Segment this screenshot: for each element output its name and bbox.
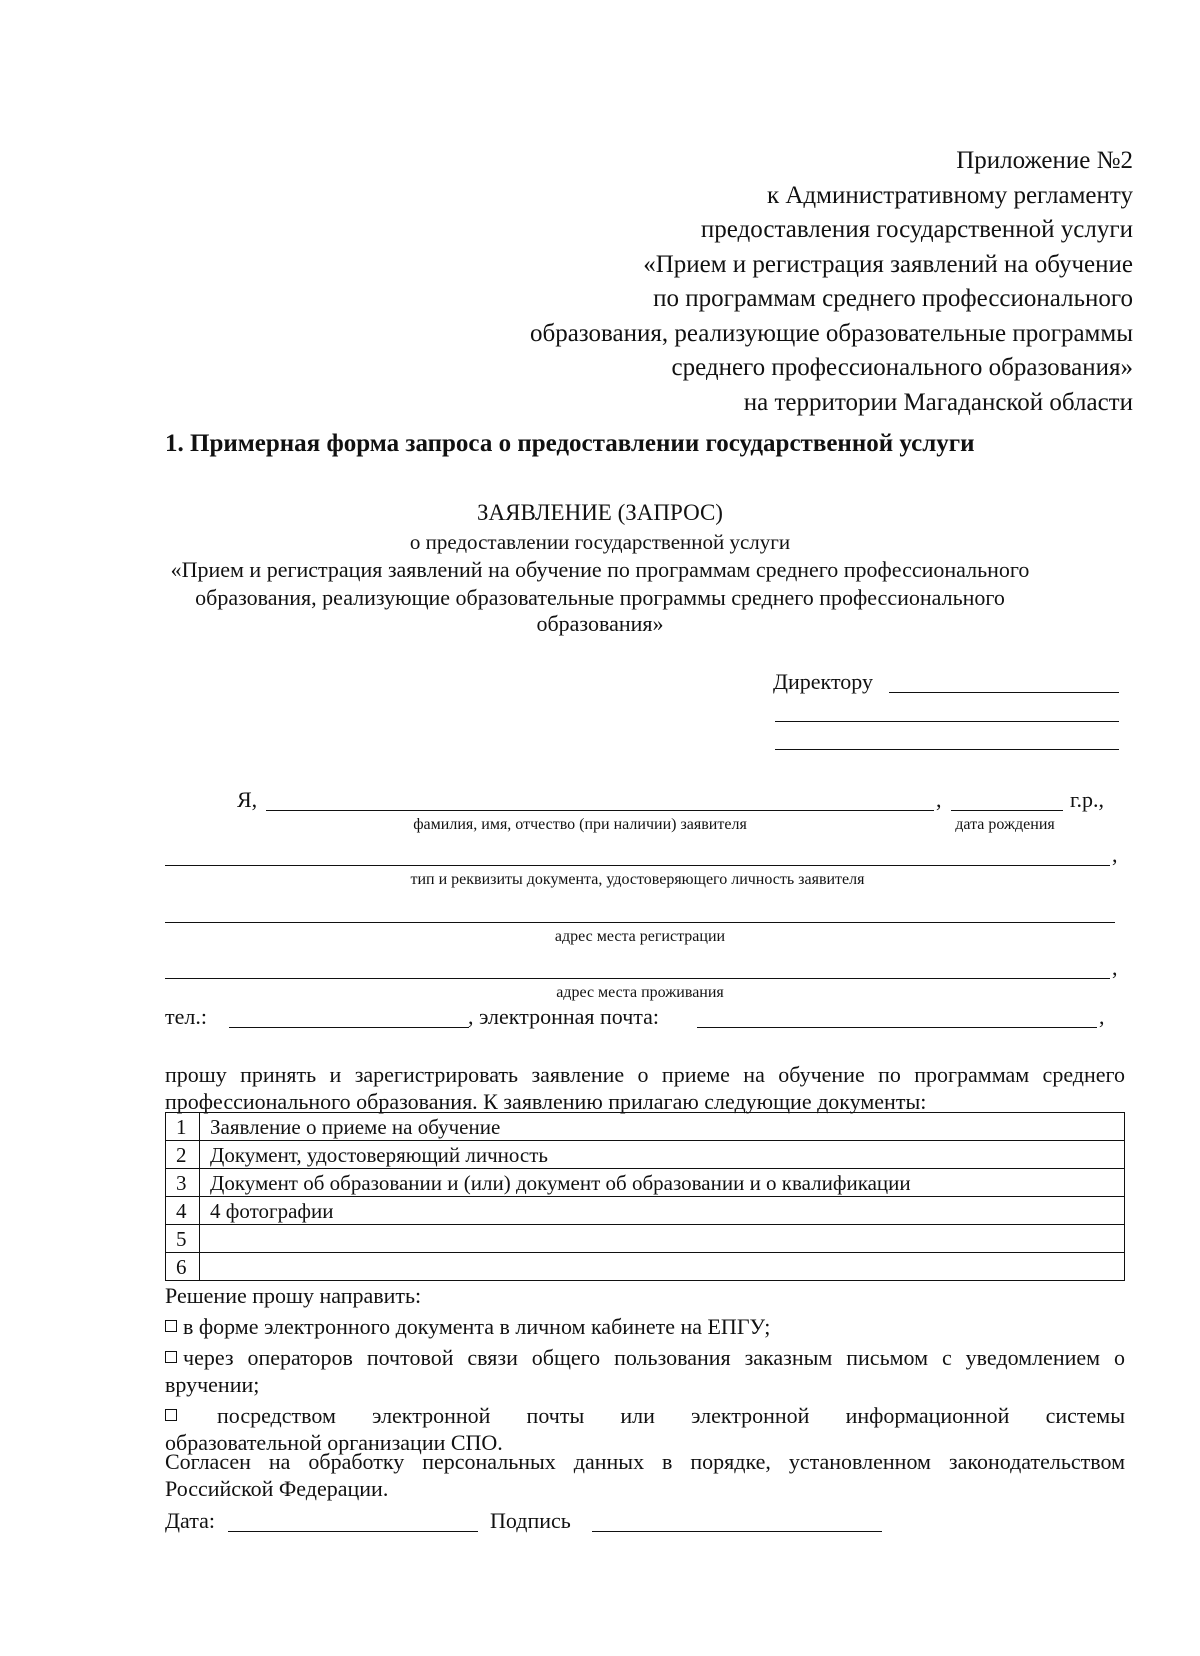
- dob-field[interactable]: [951, 810, 1063, 811]
- statement-line: о предоставлении государственной услуги: [409, 530, 791, 554]
- option-label: в форме электронного документа в личном кабинете на ЕПГУ;: [183, 1314, 771, 1339]
- phone-field[interactable]: [229, 1027, 469, 1028]
- id-document-field[interactable]: [165, 865, 1110, 866]
- table-row: [166, 1169, 1125, 1197]
- phone-label: тел.:: [165, 1004, 207, 1029]
- email-field[interactable]: [697, 1027, 1097, 1028]
- table-row: [166, 1113, 1125, 1141]
- appendix-header: [530, 144, 1133, 420]
- table-row: [166, 1225, 1125, 1253]
- document-name: 4 фотографии: [200, 1197, 1125, 1225]
- option-label: посредством электронной почты или электронной информационной системы: [217, 1403, 1125, 1428]
- document-number: 6: [166, 1253, 200, 1281]
- table-row: [166, 1197, 1125, 1225]
- comma: ,: [1112, 955, 1118, 980]
- checkbox-icon[interactable]: [165, 1351, 177, 1363]
- email-label: , электронная почта:: [468, 1004, 660, 1029]
- documents-table: [165, 1112, 1125, 1281]
- comma: ,: [1099, 1004, 1105, 1029]
- fio-caption: фамилия, имя, отчество (при наличии) заявителя: [413, 816, 747, 833]
- residence-address-field[interactable]: [165, 978, 1110, 979]
- table-row: [166, 1253, 1125, 1281]
- option-label-cont: вручении;: [165, 1372, 260, 1397]
- document-number: 3: [166, 1169, 200, 1197]
- comma: ,: [936, 787, 942, 812]
- request-line: прошу принять и зарегистрировать заявление о приеме на обучение по программам среднего: [165, 1062, 1125, 1087]
- document-number: 4: [166, 1197, 200, 1225]
- option-label-cont: образовательной организации СПО.: [165, 1430, 503, 1455]
- statement-title: ЗАЯВЛЕНИЕ (ЗАПРОС): [477, 500, 723, 525]
- request-paragraph: [165, 1061, 1125, 1115]
- document-name[interactable]: [200, 1253, 1125, 1281]
- appendix-line: Приложение №2: [956, 147, 1133, 174]
- fio-field[interactable]: [266, 810, 934, 811]
- dob-caption: дата рождения: [955, 816, 1055, 833]
- appendix-line: предоставления государственной услуги: [700, 216, 1133, 243]
- table-row: [166, 1141, 1125, 1169]
- checkbox-icon[interactable]: [165, 1409, 177, 1421]
- id-document-caption: тип и реквизиты документа, удостоверяющего личность заявителя: [410, 871, 865, 888]
- registration-address-field[interactable]: [165, 922, 1115, 923]
- statement-line: образования»: [536, 611, 664, 636]
- checkbox-icon[interactable]: [165, 1320, 177, 1332]
- ya-label: Я,: [237, 787, 258, 812]
- comma: ,: [1112, 842, 1118, 867]
- statement-line: «Прием и регистрация заявлений на обучение по программам среднего профессионального: [170, 557, 1030, 582]
- document-number: 2: [166, 1141, 200, 1169]
- registration-address-caption: адрес места регистрации: [554, 928, 726, 945]
- signature-field[interactable]: [592, 1531, 882, 1532]
- decision-option-epgu[interactable]: [165, 1313, 1125, 1340]
- section-title: 1. Примерная форма запроса о предоставлении государственной услуги: [165, 430, 975, 457]
- signature-label: Подпись: [490, 1508, 571, 1533]
- consent-line: Согласен на обработку персональных данных в порядке, установленном законодательством: [165, 1449, 1125, 1474]
- appendix-line: среднего профессионального образования»: [671, 354, 1133, 381]
- residence-address-caption: адрес места проживания: [556, 984, 724, 1001]
- appendix-line: по программам среднего профессионального: [653, 285, 1133, 312]
- appendix-line: на территории Магаданской области: [743, 388, 1133, 416]
- document-name[interactable]: [200, 1225, 1125, 1253]
- option-label: через операторов почтовой связи общего пользования заказным письмом с уведомлением о: [183, 1345, 1125, 1370]
- addressee-label: Директору: [773, 669, 873, 694]
- request-line: профессионального образования. К заявлению прилагаю следующие документы:: [165, 1089, 927, 1114]
- decision-block: [165, 1282, 1125, 1456]
- decision-option-post[interactable]: [165, 1344, 1125, 1398]
- addressee-field-line3[interactable]: [775, 749, 1119, 750]
- appendix-line: образования, реализующие образовательные программы: [529, 319, 1133, 347]
- appendix-line: «Прием и регистрация заявлений на обучение: [643, 250, 1133, 278]
- date-label: Дата:: [165, 1508, 215, 1533]
- consent-block: [165, 1448, 1125, 1502]
- addressee-field-line2[interactable]: [775, 721, 1119, 722]
- document-number: 1: [166, 1113, 200, 1141]
- document-name: Документ, удостоверяющий личность: [200, 1141, 1125, 1169]
- appendix-line: к Административному регламенту: [766, 181, 1133, 209]
- document-number: 5: [166, 1225, 200, 1253]
- statement-line: образования, реализующие образовательные программы среднего профессионального: [195, 585, 1005, 610]
- gr-label: г.р.,: [1070, 787, 1105, 812]
- date-field[interactable]: [228, 1531, 478, 1532]
- decision-intro: Решение прошу направить:: [165, 1283, 422, 1308]
- addressee-field[interactable]: [889, 692, 1119, 693]
- document-name: Документ об образовании и (или) документ об образовании и о квалификации: [200, 1169, 1125, 1197]
- consent-line: Российской Федерации.: [165, 1476, 389, 1501]
- document-name: Заявление о приеме на обучение: [200, 1113, 1125, 1141]
